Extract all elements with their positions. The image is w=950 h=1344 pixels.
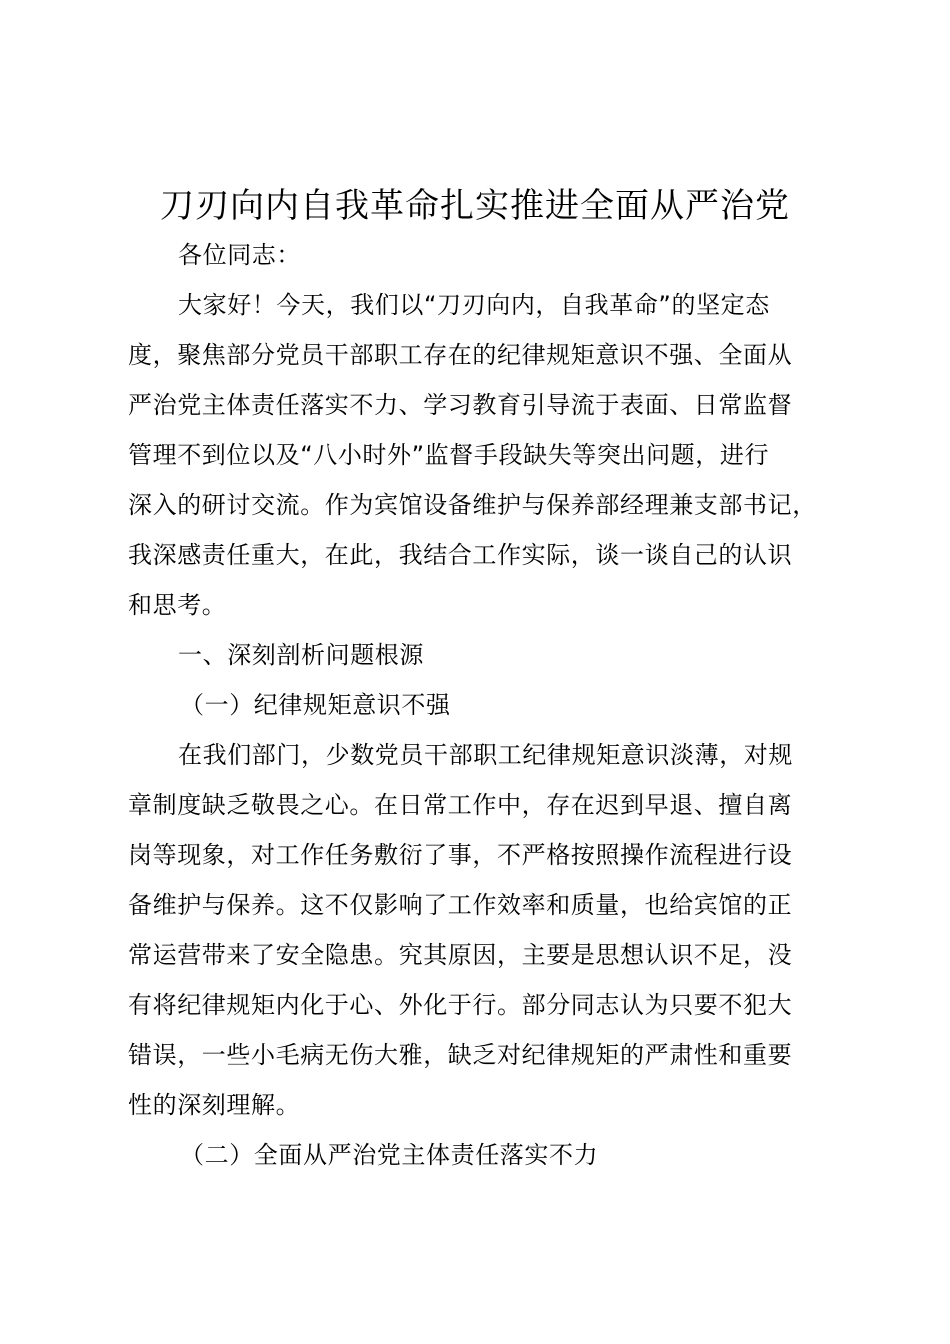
paragraph-line: 我深感责任重大，在此，我结合工作实际，谈一谈自己的认识 [128, 541, 793, 569]
paragraph-line: 大家好！今天，我们以“刀刃向内，自我革命”的坚定态 [178, 291, 770, 319]
paragraph-line: 在我们部门，少数党员干部职工纪律规矩意识淡薄，对规 [178, 741, 793, 769]
paragraph-line: 章制度缺乏敬畏之心。在日常工作中，存在迟到早退、擅自离 [128, 791, 793, 819]
paragraph-line: 度，聚焦部分党员干部职工存在的纪律规矩意识不强、全面从 [128, 341, 793, 369]
document-title: 刀刃向内自我革命扎实推进全面从严治党 [160, 186, 790, 226]
paragraph-line: 有将纪律规矩内化于心、外化于行。部分同志认为只要不犯大 [128, 991, 793, 1019]
paragraph-line: 管理不到位以及“八小时外”监督手段缺失等突出问题，进行 [128, 441, 770, 469]
paragraph-line: 性的深刻理解。 [128, 1091, 301, 1119]
paragraph-line: 严治党主体责任落实不力、学习教育引导流于表面、日常监督 [128, 391, 793, 419]
document-body [128, 230, 848, 1180]
salutation: 各位同志： [178, 241, 301, 269]
paragraph-line: 岗等现象，对工作任务敷衍了事，不严格按照操作流程进行设 [128, 841, 793, 869]
subsection-heading: （一）纪律规矩意识不强 [180, 691, 451, 719]
subsection-heading: （二）全面从严治党主体责任落实不力 [180, 1141, 599, 1169]
paragraph-line: 错误，一些小毛病无伤大雅，缺乏对纪律规矩的严肃性和重要 [128, 1041, 793, 1069]
paragraph-line: 和思考。 [128, 591, 227, 619]
paragraph-line: 常运营带来了安全隐患。究其原因，主要是思想认识不足，没 [128, 941, 793, 969]
paragraph-line: 备维护与保养。这不仅影响了工作效率和质量，也给宾馆的正 [128, 891, 793, 919]
section-heading: 一、深刻剖析问题根源 [178, 641, 424, 669]
paragraph-line: 深入的研讨交流。作为宾馆设备维护与保养部经理兼支部书记， [128, 491, 817, 519]
